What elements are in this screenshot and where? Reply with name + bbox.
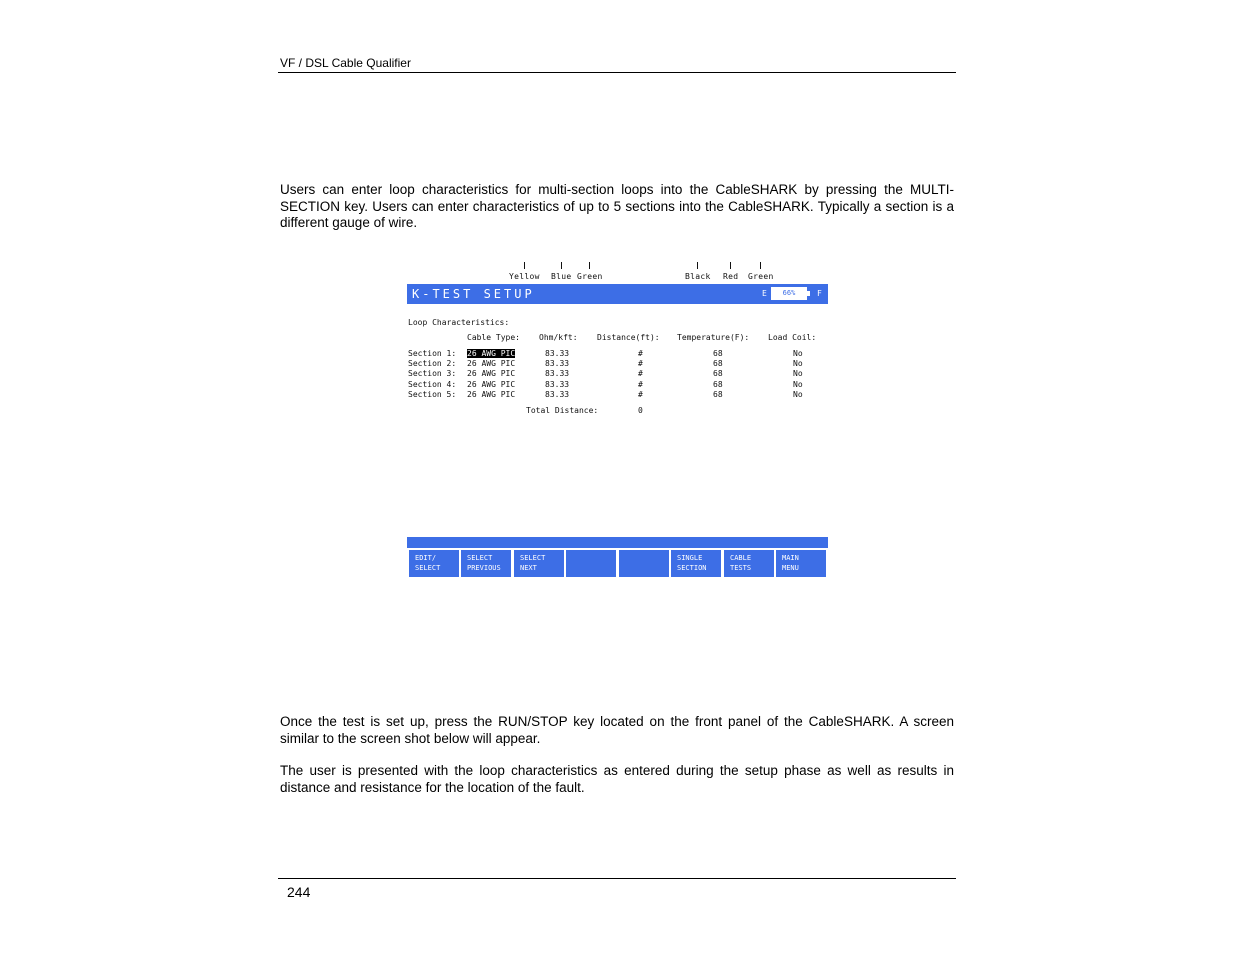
distance-cell[interactable]: # bbox=[638, 359, 643, 368]
softkey-select-previous[interactable]: SELECT PREVIOUS bbox=[461, 550, 511, 577]
loop-characteristics-heading: Loop Characteristics: bbox=[408, 318, 510, 327]
cable-type-cell[interactable]: 26 AWG PIC bbox=[467, 390, 516, 399]
softkey-edit-select[interactable]: EDIT/ SELECT bbox=[409, 550, 459, 577]
cable-type-cell[interactable]: 26 AWG PIC bbox=[467, 359, 516, 368]
temperature-cell[interactable]: 68 bbox=[713, 359, 723, 368]
footer-rule bbox=[278, 878, 956, 879]
softkey-main-menu[interactable]: MAIN MENU bbox=[776, 550, 826, 577]
running-header: VF / DSL Cable Qualifier bbox=[280, 56, 411, 70]
distance-cell[interactable]: # bbox=[638, 390, 643, 399]
wire-label-blue: Blue bbox=[551, 262, 571, 281]
softkey-select-next[interactable]: SELECT NEXT bbox=[514, 550, 564, 577]
wire-labels bbox=[407, 262, 828, 284]
column-cable-type: Cable Type: bbox=[467, 333, 520, 342]
results-paragraph: The user is presented with the loop characteristics as entered during the setup phase as well as results in distance and resistance for the location of the fault. bbox=[280, 763, 954, 795]
battery-empty-label: E bbox=[762, 289, 767, 298]
screen-title: K-TEST SETUP bbox=[412, 287, 535, 301]
distance-cell[interactable]: # bbox=[638, 380, 643, 389]
load-coil-cell[interactable]: No bbox=[793, 349, 803, 358]
distance-cell[interactable]: # bbox=[638, 349, 643, 358]
ohm-cell[interactable]: 83.33 bbox=[545, 369, 570, 378]
column-distance: Distance(ft): bbox=[597, 333, 660, 342]
load-coil-cell[interactable]: No bbox=[793, 390, 803, 399]
ohm-cell[interactable]: 83.33 bbox=[545, 359, 570, 368]
temperature-cell[interactable]: 68 bbox=[713, 390, 723, 399]
row-label: Section 4: bbox=[408, 380, 457, 389]
row-label: Section 5: bbox=[408, 390, 457, 399]
softkey-status-bar bbox=[407, 537, 828, 548]
column-ohm-kft: Ohm/kft: bbox=[539, 333, 578, 342]
distance-cell[interactable]: # bbox=[638, 369, 643, 378]
wire-label-green-2: Green bbox=[748, 262, 774, 281]
load-coil-cell[interactable]: No bbox=[793, 369, 803, 378]
total-distance-label: Total Distance: bbox=[526, 406, 599, 415]
softkey-cable-tests[interactable]: CABLE TESTS bbox=[724, 550, 774, 577]
wire-label-red: Red bbox=[723, 262, 738, 281]
total-distance-value: 0 bbox=[638, 406, 643, 415]
softkey-blank-2[interactable] bbox=[619, 550, 669, 577]
temperature-cell[interactable]: 68 bbox=[713, 380, 723, 389]
row-label: Section 2: bbox=[408, 359, 457, 368]
cable-type-cell[interactable]: 26 AWG PIC bbox=[467, 369, 516, 378]
battery-terminal bbox=[807, 291, 810, 296]
column-load-coil: Load Coil: bbox=[768, 333, 817, 342]
screen-title-bar bbox=[407, 284, 828, 304]
temperature-cell[interactable]: 68 bbox=[713, 369, 723, 378]
wire-label-green-1: Green bbox=[577, 262, 603, 281]
softkey-single-section[interactable]: SINGLE SECTION bbox=[671, 550, 721, 577]
header-rule bbox=[278, 72, 956, 73]
ohm-cell[interactable]: 83.33 bbox=[545, 380, 570, 389]
battery-full-label: F bbox=[817, 289, 822, 298]
row-label: Section 3: bbox=[408, 369, 457, 378]
load-coil-cell[interactable]: No bbox=[793, 359, 803, 368]
softkey-blank-1[interactable] bbox=[566, 550, 616, 577]
row-label: Section 1: bbox=[408, 349, 457, 358]
run-stop-paragraph: Once the test is set up, press the RUN/STOP key located on the front panel of the CableSHARK. A screen similar to the screen shot below will appear. bbox=[280, 714, 954, 746]
ohm-cell[interactable]: 83.33 bbox=[545, 349, 570, 358]
wire-label-black: Black bbox=[685, 262, 711, 281]
column-temperature: Temperature(F): bbox=[677, 333, 750, 342]
cable-type-cell[interactable]: 26 AWG PIC bbox=[467, 380, 516, 389]
temperature-cell[interactable]: 68 bbox=[713, 349, 723, 358]
ohm-cell[interactable]: 83.33 bbox=[545, 390, 570, 399]
page-number: 244 bbox=[287, 884, 311, 900]
wire-label-yellow: Yellow bbox=[509, 262, 540, 281]
battery-icon: 66% bbox=[771, 287, 807, 300]
ktest-setup-screenshot bbox=[407, 262, 828, 580]
cable-type-cell-selected[interactable]: 26 AWG PIC bbox=[467, 349, 516, 358]
load-coil-cell[interactable]: No bbox=[793, 380, 803, 389]
intro-paragraph: Users can enter loop characteristics for multi-section loops into the CableSHARK by pressing the MULTI-SECTION key. Users can enter characteristics of up to 5 sections into the CableSHARK. Typically a section is a different gauge of wire. bbox=[280, 182, 954, 230]
